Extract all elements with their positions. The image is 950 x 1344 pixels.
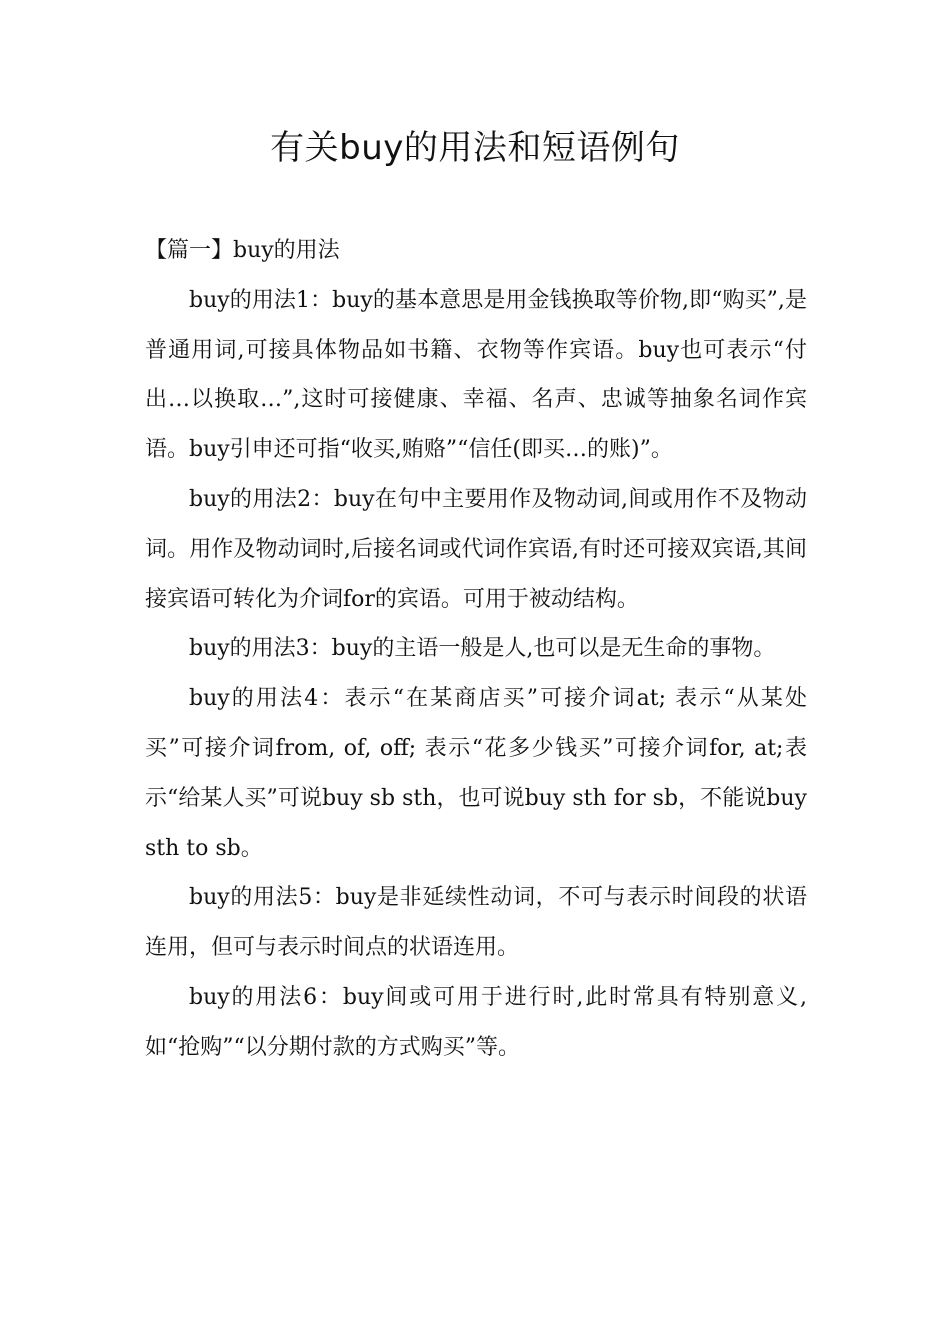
- section-heading: 【篇一】buy的用法: [145, 238, 340, 263]
- paragraph-usage-5: buy的用法5：buy是非延续性动词，不可与表示时间段的状语连用，但可与表示时间点的状语连用。: [145, 885, 807, 961]
- document-title: 有关buy的用法和短语例句: [270, 128, 680, 168]
- paragraph-usage-6: buy的用法6：buy间或可用于进行时,此时常具有特别意义,如“抢购”“以分期付款的方式购买”等。: [145, 984, 807, 1060]
- paragraph-usage-3: buy的用法3：buy的主语一般是人,也可以是无生命的事物。: [189, 636, 776, 662]
- document-body: [145, 226, 807, 1073]
- paragraph-usage-1: buy的用法1：buy的基本意思是用金钱换取等价物,即“购买”,是普通用词,可接具体物品如书籍、衣物等作宾语。buy也可表示“付出…以换取…”,这时可接健康、幸福、名声、忠诚等抽象名词作宾语。buy引申还可指“收买,贿赂”“信任(即买…的账)”。: [145, 287, 807, 463]
- paragraph-usage-2: buy的用法2：buy在句中主要用作及物动词,间或用作不及物动词。用作及物动词时,后接名词或代词作宾语,有时还可接双宾语,其间接宾语可转化为介词for的宾语。可用于被动结构。: [145, 486, 807, 612]
- paragraph-usage-4: buy的用法4：表示“在某商店买”可接介词at; 表示“从某处买”可接介词from, of, off; 表示“花多少钱买”可接介词for, at;表示“给某人买”可说buy sb sth，也可说buy sth for sb，不能说buy sth to sb。: [145, 686, 807, 861]
